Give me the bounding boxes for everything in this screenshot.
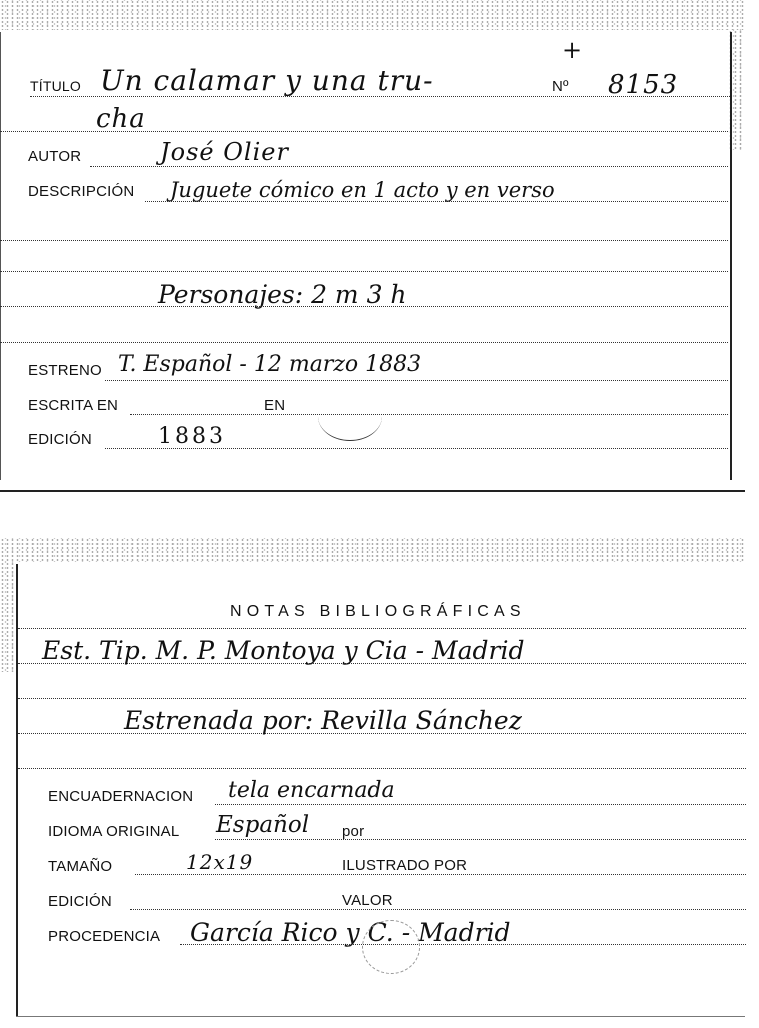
cross-mark: + bbox=[562, 36, 584, 64]
rule bbox=[18, 628, 746, 629]
tamano-label: TAMAÑO bbox=[48, 858, 113, 875]
rule bbox=[130, 909, 746, 910]
nota-impresor: Est. Tip. M. P. Montoya y Cia - Madrid bbox=[42, 636, 525, 665]
numero-label: Nº bbox=[552, 78, 569, 95]
idioma-original-label: IDIOMA ORIGINAL bbox=[48, 823, 180, 840]
rule bbox=[0, 271, 728, 272]
titulo-label: TÍTULO bbox=[30, 78, 81, 94]
estreno-label: ESTRENO bbox=[28, 362, 102, 379]
autor-value: José Olier bbox=[160, 138, 289, 166]
scan-noise-left bbox=[0, 562, 14, 672]
card-bottom-edge bbox=[16, 1016, 745, 1017]
ilustrado-por-label: ILUSTRADO POR bbox=[342, 857, 468, 874]
rule bbox=[18, 768, 746, 769]
faint-stamp-top bbox=[318, 392, 382, 441]
edicion-label: EDICIÓN bbox=[28, 431, 92, 448]
personajes-value: Personajes: 2 m 3 h bbox=[158, 280, 407, 309]
rule bbox=[105, 380, 728, 381]
nota-estrenada: Estrenada por: Revilla Sánchez bbox=[124, 706, 522, 735]
scan-noise-middle bbox=[0, 538, 745, 562]
rule bbox=[18, 698, 746, 699]
procedencia-label: PROCEDENCIA bbox=[48, 928, 161, 945]
edicion-label-bottom: EDICIÓN bbox=[48, 893, 112, 910]
idioma-original-value: Español bbox=[216, 812, 310, 838]
autor-label: AUTOR bbox=[28, 148, 82, 165]
descripcion-value: Juguete cómico en 1 acto y en verso bbox=[170, 178, 555, 202]
rule bbox=[215, 839, 746, 840]
valor-label: VALOR bbox=[342, 892, 393, 909]
escrita-en-label: ESCRITA EN bbox=[28, 397, 119, 414]
descripcion-label: DESCRIPCIÓN bbox=[28, 183, 135, 200]
titulo-value-line2: cha bbox=[96, 104, 146, 134]
titulo-value-line1: Un calamar y una tru- bbox=[100, 64, 434, 97]
rule bbox=[215, 804, 746, 805]
rule bbox=[0, 342, 728, 343]
edicion-value: 1883 bbox=[158, 424, 226, 449]
estreno-value: T. Español - 12 marzo 1883 bbox=[118, 352, 422, 377]
notas-heading: NOTAS BIBLIOGRÁFICAS bbox=[230, 603, 526, 620]
encuadernacion-label: ENCUADERNACION bbox=[48, 788, 194, 805]
scan-noise-top bbox=[0, 0, 745, 30]
encuadernacion-value: tela encarnada bbox=[228, 778, 395, 803]
rule bbox=[90, 166, 728, 167]
faint-stamp-bottom bbox=[362, 920, 420, 974]
tamano-value: 12x19 bbox=[186, 850, 254, 874]
numero-value: 8153 bbox=[608, 70, 679, 100]
rule bbox=[135, 874, 746, 875]
rule bbox=[0, 240, 728, 241]
card-top-bottom-edge bbox=[0, 490, 745, 492]
en-label: EN bbox=[264, 397, 286, 414]
por-label: por bbox=[342, 823, 365, 840]
rule bbox=[130, 414, 728, 415]
procedencia-value: García Rico y C. - Madrid bbox=[190, 918, 511, 947]
